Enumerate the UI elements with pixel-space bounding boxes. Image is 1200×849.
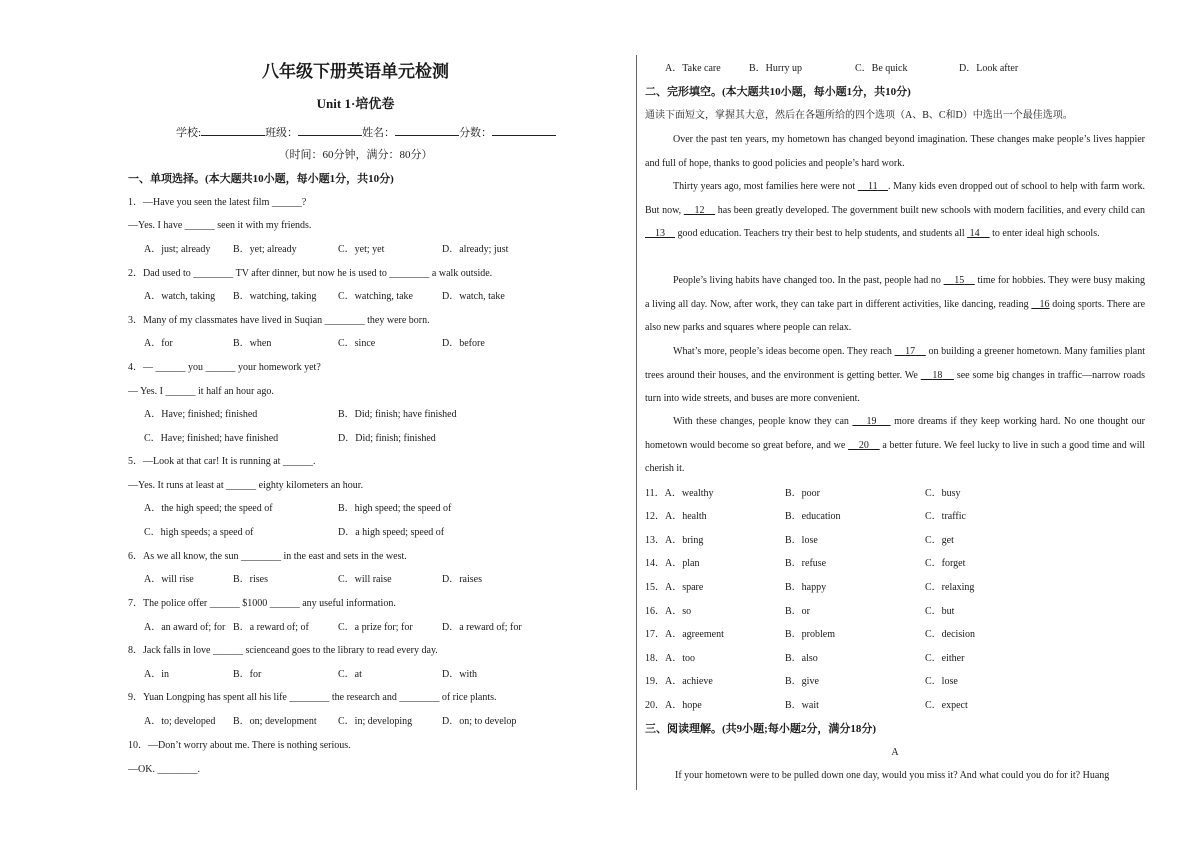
blank-18[interactable]: 18 [932, 369, 943, 381]
column-divider [636, 55, 637, 790]
blank-15[interactable]: 15 [954, 275, 965, 286]
q9-option-c[interactable]: C．in; developing [338, 716, 413, 727]
q10-answer-line: —OK. ________. [128, 764, 200, 775]
q8-option-a[interactable]: A．in [144, 669, 169, 680]
q3-option-b[interactable]: B．when [233, 338, 272, 349]
q10-option-d[interactable]: D．Look after [959, 63, 1019, 74]
blank-17[interactable]: 17 [905, 346, 916, 357]
q1-option-b[interactable]: B．yet; already [233, 244, 297, 255]
q2-option-c[interactable]: C．watching, take [338, 291, 413, 302]
q1-stem: 1．—Have you seen the latest film ______? [128, 197, 307, 208]
blank-19[interactable]: 19 [866, 416, 877, 427]
q9-option-d[interactable]: D．on; to develop [442, 716, 517, 727]
q10-option-a[interactable]: A．Take care [665, 63, 721, 74]
q8-option-c[interactable]: C．at [338, 669, 362, 680]
q2-stem: 2．Dad used to ________ TV after dinner, but now he is used to ________ a walk outside. [128, 268, 493, 279]
section3-heading: 三、阅读理解。(共9小题;每小题2分，满分18分) [645, 723, 876, 735]
name-blank[interactable] [395, 126, 459, 136]
q4-option-c[interactable]: C．Have; finished; have finished [144, 433, 279, 444]
q2-option-a[interactable]: A．watch, taking [144, 291, 216, 302]
cloze-paragraph-1: Over the past ten years, my hometown has changed beyond imagination. These changes make people’s lives happier and full of hope, thanks to good policies and people’s hard work. [645, 134, 1145, 169]
name-label: 姓名： [362, 127, 396, 139]
q6-option-a[interactable]: A．will rise [144, 574, 194, 585]
q9-stem: 9．Yuan Longping has spent all his life ________ the research and ________ of rice plants. [128, 692, 497, 703]
q3-option-d[interactable]: D．before [442, 338, 485, 349]
reading-paragraph-1: If your hometown were to be pulled down one day, would you miss it? And what could you do for it? Huang [675, 770, 1110, 781]
q6-option-d[interactable]: D．raises [442, 574, 482, 585]
q1-option-a[interactable]: A．just; already [144, 244, 211, 255]
q8-option-d[interactable]: D．with [442, 669, 477, 680]
q5-option-d[interactable]: D．a high speed; speed of [338, 527, 445, 538]
q1-option-c[interactable]: C．yet; yet [338, 244, 385, 255]
school-label: 学校: [176, 127, 202, 139]
school-blank[interactable] [201, 126, 265, 136]
q3-option-a[interactable]: A．for [144, 338, 173, 349]
blank-12[interactable]: 12 [694, 204, 705, 216]
q5-option-b[interactable]: B．high speed; the speed of [338, 503, 452, 514]
q6-option-b[interactable]: B．rises [233, 574, 268, 585]
q4-option-d[interactable]: D．Did; finish; finished [338, 433, 436, 444]
q8-option-b[interactable]: B．for [233, 669, 262, 680]
q4-stem: 4．— ______ you ______ your homework yet? [128, 362, 321, 373]
score-blank[interactable] [492, 126, 556, 136]
q5-option-a[interactable]: A．the high speed; the speed of [144, 503, 273, 514]
q10-option-c[interactable]: C．Be quick [855, 63, 908, 74]
q3-option-c[interactable]: C．since [338, 338, 376, 349]
q6-option-c[interactable]: C．will raise [338, 574, 392, 585]
class-label: 班级： [265, 127, 299, 139]
q7-option-c[interactable]: C．a prize for; for [338, 622, 413, 633]
q8-stem: 8．Jack falls in love ______ scienceand goes to the library to read every day. [128, 645, 438, 656]
q5-stem: 5．—Look at that car! It is running at ______. [128, 456, 316, 467]
q6-stem: 6．As we all know, the sun ________ in the east and sets in the west. [128, 551, 407, 562]
q9-option-b[interactable]: B．on; development [233, 716, 317, 727]
blank-11[interactable]: 11 [868, 181, 878, 192]
q5-option-c[interactable]: C．high speeds; a speed of [144, 527, 254, 538]
blank-13[interactable]: 13 [655, 228, 665, 240]
q9-option-a[interactable]: A．to; developed [144, 716, 216, 727]
student-info-line [176, 126, 556, 139]
q7-option-a[interactable]: A．an award of; for [144, 622, 226, 633]
cloze-paragraph-2: Thirty years ago, most families here were not 11 . Many kids even dropped out of school to help with farm work. But now, 12 has been greatly developed. The government built new schools with modern facilities, and every child can 13 good education. Teachers try their best to help students, and students all 14 to enter ideal high schools. [645, 181, 1146, 240]
right-column: A．Take care B．Hurry up C．Be quick D．Look after 二、完形填空。(本大题共10小题，每小题1分，共10分) 通读下面短文，掌握其大意，然后在各题所给的四个选项（A、B、C和D）中选出一个最佳选项。 Over the past ten years, my hometown has changed beyond imagination. These changes make people’s lives happier and full of hope, thanks to good policies and people’s hard work. Thirty years ago, most families here were not 11 . Many kids even dropped out of school to help with farm work. But now, 12 has been greatly developed. The government built new schools with modern facilities, and every child can 13 good education. Teachers try their best to help students, and students all 14 to enter ideal high schools. People’s living habits have changed too. In the past, people had no 15 time for hobbies. They were busy making a living all day. Now, after work, they can take part in different activities, like dancing, reading 16 doing sports. There are also new parks and squares where people can relax. What’s more, people’s ideas become open. They reach 17 on building a greener hometown. Many families plant trees around their houses, and the environment is getting better. We 18 see some big changes in traffic—narrow roads turn into wide streets, and buses are more convenient. With these changes, people know they can 19 more dreams if they keep working hard. No one thought our hometown would become so great before, and we 20 a better future. We feel lucky to live in such a good time and will cherish it. 11．A．wealthy B．poor C．busy 12．A．health B．education C．traffic 13．A．bring B．lose C．get 14．A．plan B．refuse C．forget 15．A．spare B．happy C．relaxing 16．A．so B．or C．but 17．A．agreement B．problem C．decision 18．A．too B．also C．either 19．A．achieve B．give C．lose 20．A．hope B．wait C．expect 三、阅读理解。(共9小题;每小题2分，满分18分) A If your hometown were to be pulled down one day, would you miss it? And what could you do for it? Huang [645, 63, 1146, 781]
cloze-paragraph-3: People’s living habits have changed too. In the past, people had no 15 time for hobbies. They were busy making a living all day. Now, after work, they can take part in different activities, like dancing, reading 16 doing sports. There are also new parks and squares where people can relax. [645, 275, 1146, 334]
score-label: 分数： [459, 127, 493, 139]
exam-title: 八年级下册英语单元检测 [262, 62, 449, 81]
q3-stem: 3．Many of my classmates have lived in Suqian ________ they were born. [128, 315, 430, 326]
q1-option-d[interactable]: D．already; just [442, 244, 509, 255]
q2-option-b[interactable]: B．watching, taking [233, 291, 317, 302]
q1-answer-line: —Yes. I have ______ seen it with my friends. [128, 220, 312, 231]
q4-option-b[interactable]: B．Did; finish; have finished [338, 409, 457, 420]
cloze-paragraph-4: What’s more, people’s ideas become open. They reach 17 on building a greener hometown. Many families plant trees around their houses, and the environment is getting better. We 18 see some big changes in traffic—narrow roads turn into wide streets, and buses are more convenient. [645, 346, 1146, 405]
q7-stem: 7．The police offer ______ $1000 ______ any useful information. [128, 598, 396, 609]
q4-option-a[interactable]: A．Have; finished; finished [144, 409, 258, 420]
passage-a-label: A [891, 747, 899, 758]
q10-option-b[interactable]: B．Hurry up [749, 63, 803, 74]
exam-subtitle: Unit 1·培优卷 [316, 96, 395, 111]
q10-stem: 10．—Don’t worry about me. There is nothing serious. [128, 740, 351, 751]
blank-20[interactable]: 20 [858, 439, 869, 451]
left-column [128, 0, 583, 849]
section2-instruction: 通读下面短文，掌握其大意，然后在各题所给的四个选项（A、B、C和D）中选出一个最佳选项。 [645, 110, 1073, 121]
cloze-paragraph-5: With these changes, people know they can 19 more dreams if they keep working hard. No one thought our hometown would become so great before, and we 20 a better future. We feel lucky to live in such a good time and will cherish it. [645, 416, 1146, 475]
blank-16[interactable]: 16 [1039, 298, 1050, 310]
time-note: （时间：60分钟，满分：80分） [278, 149, 433, 161]
q7-option-b[interactable]: B．a reward of; of [233, 622, 309, 633]
q2-option-d[interactable]: D．watch, take [442, 291, 505, 302]
section1-heading: 一、单项选择。(本大题共10小题，每小题1分，共10分) [128, 173, 394, 185]
class-blank[interactable] [298, 126, 362, 136]
q5-answer-line: —Yes. It runs at least at ______ eighty kilometers an hour. [128, 480, 364, 491]
q4-answer-line: — Yes. I ______ it half an hour ago. [128, 386, 274, 397]
q7-option-d[interactable]: D．a reward of; for [442, 622, 522, 633]
section2-heading: 二、完形填空。(本大题共10小题，每小题1分，共10分) [645, 86, 911, 98]
blank-14[interactable]: 14 [969, 228, 980, 240]
